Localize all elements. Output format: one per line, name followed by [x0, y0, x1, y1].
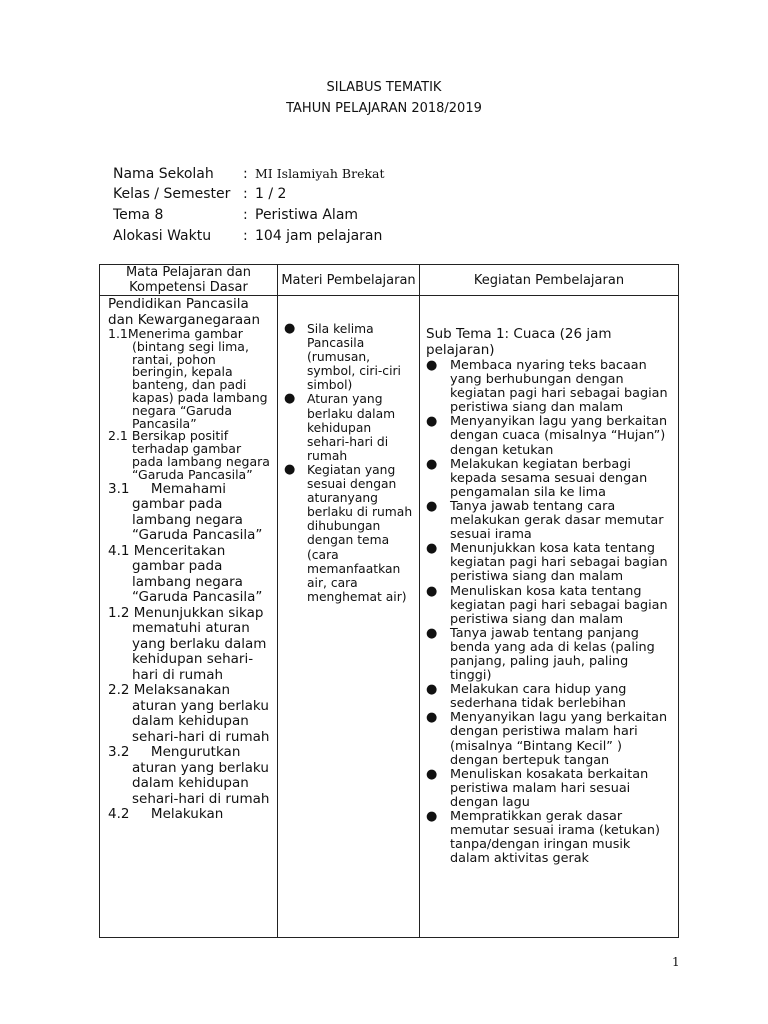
materi-item: ● Kegiatan yang sesuai dengan aturanyang berlaku di rumah dihubungan dengan tema (cara memanfaatkan air, cara menghemat air)	[284, 463, 415, 604]
kegiatan-item: ● Melakukan cara hidup yang sederhana tidak berlebihan	[426, 683, 672, 711]
kd-item: 4.2 Melakukan	[108, 806, 224, 823]
kegiatan-item: ● Mempratikkan gerak dasar memutar sesuai irama (ketukan) tanpa/dengan iringan musik dalam aktivitas gerak	[426, 810, 672, 866]
kd-item: 1.1Menerima gambar (bintang segi lima, rantai, pohon beringin, kepala banteng, dan padi kapas) pada lambang negara “Garuda Pancasila”	[108, 326, 268, 431]
materi-item: ● Aturan yang berlaku dalam kehidupan sehari-hari di rumah	[284, 392, 415, 462]
kegiatan-item: ● Melakukan kegiatan berbagi kepada sesama sesuai dengan pengamalan sila ke lima	[426, 458, 672, 500]
subtema-title: Sub Tema 1: Cuaca (26 jam pelajaran)	[426, 326, 612, 358]
info-label: Alokasi Waktu	[113, 228, 212, 244]
kd-item: 2.2 Melaksanakan aturan yang berlaku dalam kehidupan sehari-hari di rumah	[108, 682, 270, 745]
info-row-theme	[113, 207, 358, 223]
kegiatan-item: ● Menuliskan kosa kata tentang kegiatan pagi hari sebagai bagian peristiwa siang dan malam	[426, 585, 672, 627]
header-kegiatan: Kegiatan Pembelajaran	[420, 265, 679, 296]
kd-item: 3.1 Memahami gambar pada lambang negara “Garuda Pancasila”	[108, 480, 263, 544]
kompetensi-cell	[100, 296, 278, 938]
kegiatan-item: ● Menyanyikan lagu yang berkaitan dengan cuaca (misalnya “Hujan”) dengan ketukan	[426, 415, 672, 457]
kegiatan-list	[426, 359, 672, 866]
info-label: Nama Sekolah	[113, 166, 214, 182]
materi-item: ● Sila kelima Pancasila (rumusan, symbol, ciri-ciri simbol)	[284, 322, 415, 392]
info-row-school	[113, 166, 385, 182]
info-row-time	[113, 228, 382, 244]
kegiatan-item: ● Membaca nyaring teks bacaan yang berhubungan dengan kegiatan pagi hari sebagai bagian peristiwa siang dan malam	[426, 359, 672, 415]
info-value: 104 jam pelajaran	[255, 228, 383, 244]
header-materi: Materi Pembelajaran	[278, 265, 420, 296]
info-sep: :	[243, 166, 248, 182]
kegiatan-item: ● Menunjukkan kosa kata tentang kegiatan pagi hari sebagai bagian peristiwa siang dan malam	[426, 542, 672, 584]
materi-list	[284, 322, 415, 604]
table-header-row	[100, 265, 679, 296]
kegiatan-item: ● Menuliskan kosakata berkaitan peristiwa malam hari sesuai dengan lagu	[426, 768, 672, 810]
kd-item: 1.2 Menunjukkan sikap mematuhi aturan yang berlaku dalam kehidupan sehari-hari di rumah	[108, 604, 267, 683]
kd-item: 4.1 Menceritakan gambar pada lambang negara “Garuda Pancasila”	[108, 542, 263, 606]
info-sep: :	[243, 186, 248, 202]
kd-item: 3.2 Mengurutkan aturan yang berlaku dalam kehidupan sehari-hari di rumah	[108, 744, 270, 807]
info-row-class	[113, 186, 286, 202]
info-value: Peristiwa Alam	[255, 207, 359, 223]
info-label: Tema 8	[113, 207, 164, 223]
kegiatan-cell	[420, 296, 679, 938]
info-value: 1 / 2	[255, 186, 287, 202]
kegiatan-item: ● Tanya jawab tentang panjang benda yang ada di kelas (paling panjang, paling jauh, paling tinggi)	[426, 627, 672, 683]
materi-cell	[278, 296, 420, 938]
info-label: Kelas / Semester	[113, 186, 231, 202]
table-row	[100, 296, 679, 938]
syllabus-table	[99, 264, 679, 938]
header-kompetensi: Mata Pelajaran dan Kompetensi Dasar	[100, 265, 278, 296]
page-number: 1	[672, 955, 680, 969]
kd-item: 2.1 Bersikap positif terhadap gambar pada lambang negara “Garuda Pancasila”	[108, 428, 270, 482]
subject-name: Pendidikan Pancasila dan Kewarganegaraan	[108, 296, 261, 328]
info-value: MI Islamiyah Brekat	[255, 166, 385, 181]
document-subtitle: TAHUN PELAJARAN 2018/2019	[286, 101, 482, 116]
info-sep: :	[243, 228, 248, 244]
info-sep: :	[243, 207, 248, 223]
kegiatan-item: ● Tanya jawab tentang cara melakukan gerak dasar memutar sesuai irama	[426, 500, 672, 542]
kegiatan-item: ● Menyanyikan lagu yang berkaitan dengan peristiwa malam hari (misalnya “Bintang Kecil” ) dengan bertepuk tangan	[426, 711, 672, 767]
document-title: SILABUS TEMATIK	[326, 80, 442, 95]
